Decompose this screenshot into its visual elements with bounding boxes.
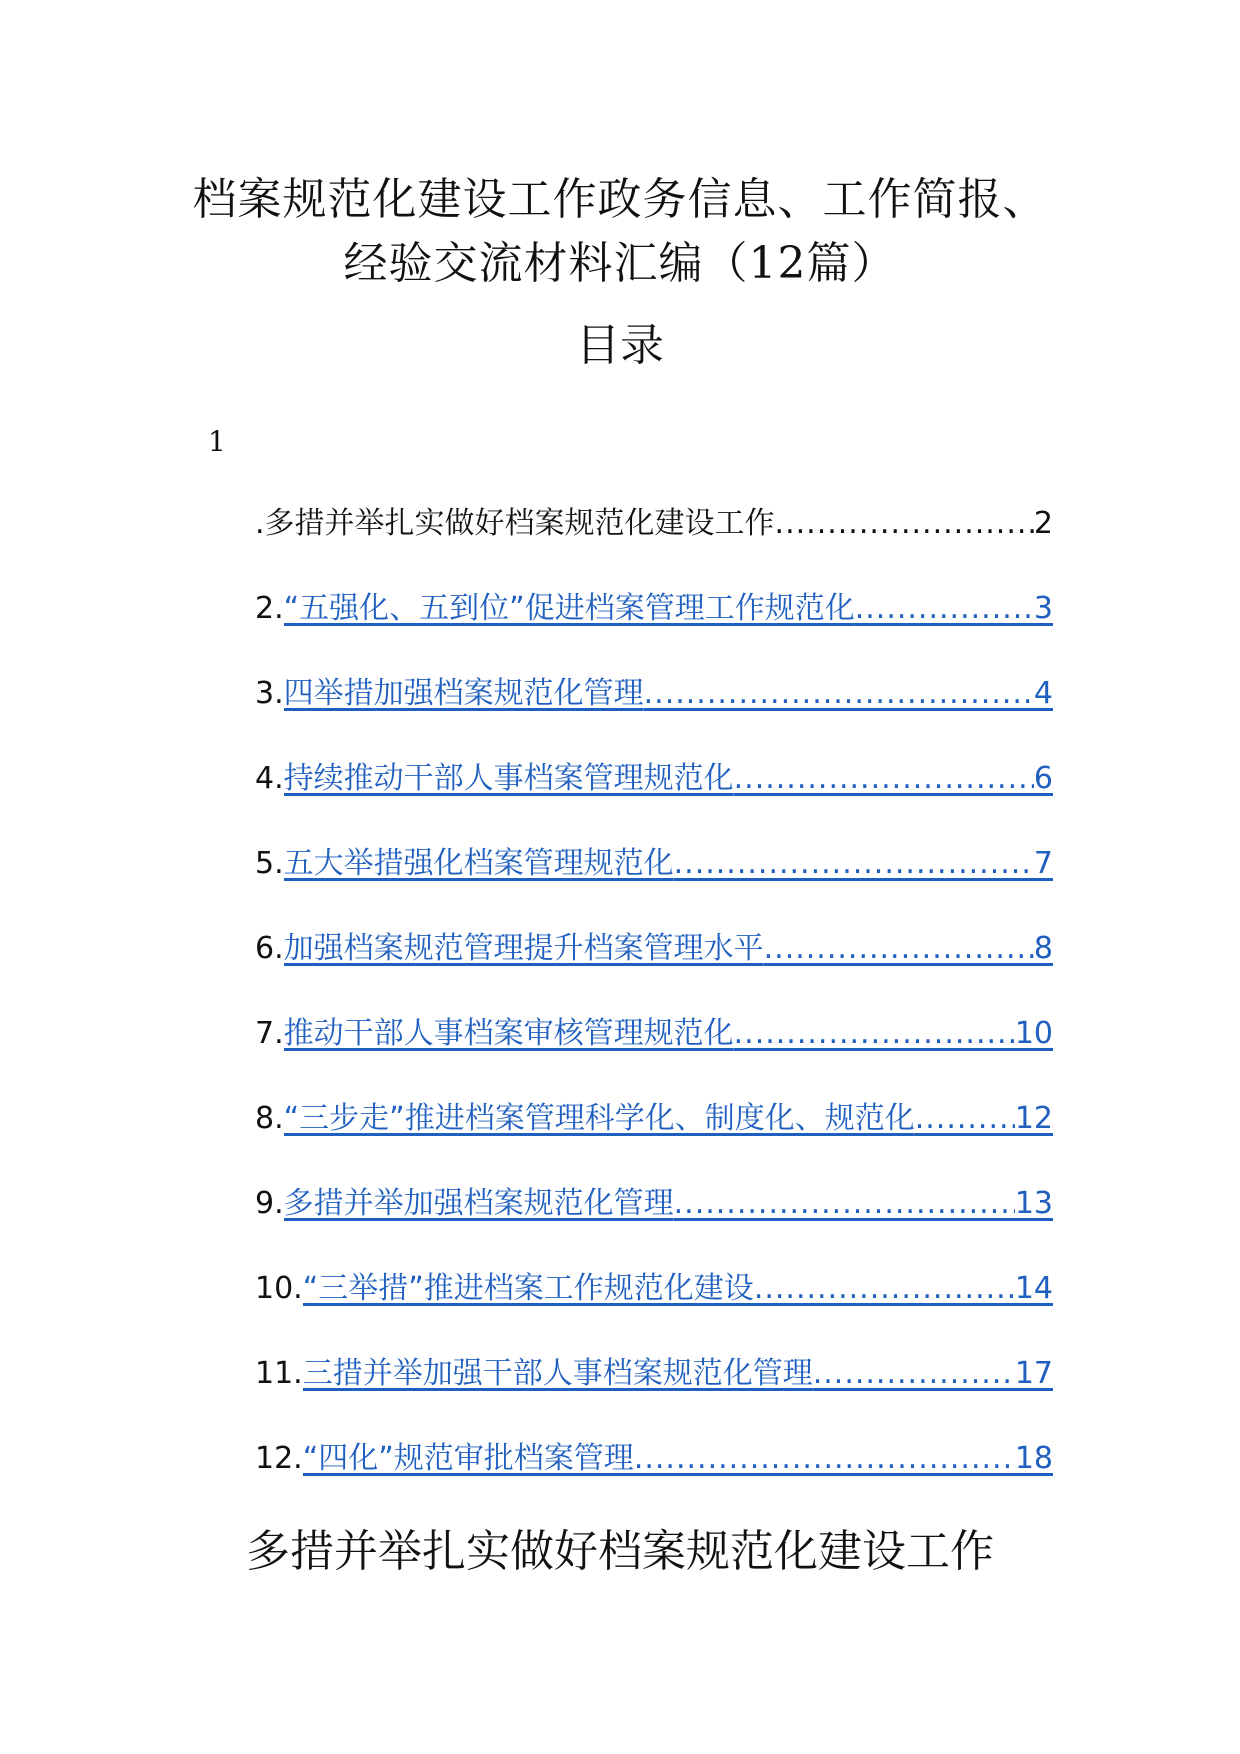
toc-dot-leader [754,1265,1015,1313]
toc-entry-number: 7. [255,1016,284,1051]
toc-dot-leader [813,1350,1015,1398]
toc-entry-page: 17 [1014,1356,1053,1391]
toc-entry-8[interactable] [255,1095,1053,1143]
toc-entry-number: 5. [255,846,284,881]
toc-entry-page: 3 [1033,591,1053,626]
toc-dot-leader [764,925,1034,973]
toc-entry-number: 11. [255,1356,303,1391]
title-line-2-number: 12 [748,238,807,289]
toc-entry-3[interactable] [255,670,1053,718]
toc-dot-leader [734,755,1034,803]
title-line-2-prefix: 经验交流材料汇编（ [343,238,749,289]
toc-entry-title: 加强档案规范管理提升档案管理水平 [283,931,764,966]
toc-entry-number: 6. [255,931,284,966]
toc-entry-link[interactable] [284,1180,1053,1228]
page-marker: 1 [208,425,226,458]
toc-entry-link[interactable] [284,1010,1053,1058]
toc-entry-7[interactable] [255,1010,1053,1058]
toc-entry-number: 12. [255,1441,303,1476]
toc-entry-link[interactable] [284,585,1053,633]
document-title-line-1: 档案规范化建设工作政务信息、工作简报、 [192,174,1048,225]
toc-entry-page: 18 [1014,1441,1053,1476]
toc-entry-page: 7 [1033,846,1053,881]
toc-entry-link[interactable] [303,1265,1053,1313]
toc-entry-title: 四举措加强档案规范化管理 [283,676,644,711]
toc-dot-leader [855,585,1034,633]
toc-dot-leader [674,1180,1015,1228]
title-line-2-suffix: 篇） [806,238,897,289]
toc-heading: 目录 [576,320,664,371]
toc-entry-link[interactable] [284,670,1053,718]
toc-dot-leader [734,1010,1015,1058]
toc-dot-leader [775,500,1034,548]
toc-entry-9[interactable] [255,1180,1053,1228]
toc-entry-number: 4. [255,761,284,796]
toc-entry-link[interactable] [284,755,1053,803]
toc-entry-title: 持续推动干部人事档案管理规范化 [283,761,734,796]
toc-entry-title: “三步走”推进档案管理科学化、制度化、规范化 [283,1101,915,1136]
toc-entry-title: .多措并举扎实做好档案规范化建设工作 [255,506,775,541]
toc-entry-link[interactable] [303,1350,1053,1398]
document-title-line-2 [0,236,1240,292]
toc-entry-5[interactable] [255,840,1053,888]
toc-entry-12[interactable] [255,1435,1053,1483]
toc-entry-link[interactable] [284,1095,1053,1143]
toc-entry-6[interactable] [255,925,1053,973]
toc-entry-number: 2. [255,591,284,626]
toc-entry-page: 10 [1014,1016,1053,1051]
section-title: 多措并举扎实做好档案规范化建设工作 [246,1526,994,1577]
toc-entry-page: 4 [1033,676,1053,711]
toc-entry-page: 8 [1033,931,1053,966]
toc-entry-page: 2 [1033,506,1053,541]
toc-entry-link[interactable] [255,500,1053,548]
toc-entry-title: “四化”规范审批档案管理 [302,1441,634,1476]
toc-entry-page: 13 [1014,1186,1053,1221]
toc-entry-title: 推动干部人事档案审核管理规范化 [283,1016,734,1051]
toc-entry-11[interactable] [255,1350,1053,1398]
toc-dot-leader [644,670,1034,718]
toc-entry-number: 9. [255,1186,284,1221]
toc-entry-10[interactable] [255,1265,1053,1313]
toc-entry-4[interactable] [255,755,1053,803]
toc-entry-link[interactable] [284,925,1053,973]
toc-entry-number: 10. [255,1271,303,1306]
toc-dot-leader [674,840,1034,888]
toc-entry-link[interactable] [303,1435,1053,1483]
toc-entry-number: 3. [255,676,284,711]
toc-entry-title: 五大举措强化档案管理规范化 [283,846,674,881]
toc-dot-leader [915,1095,1015,1143]
toc-dot-leader [634,1435,1015,1483]
toc-entry-1[interactable] [255,500,1053,548]
toc-entry-number: 8. [255,1101,284,1136]
toc-entry-page: 14 [1014,1271,1053,1306]
toc-entry-title: “三举措”推进档案工作规范化建设 [302,1271,754,1306]
toc-entry-link[interactable] [284,840,1053,888]
toc-entry-page: 6 [1033,761,1053,796]
toc-entry-title: “五强化、五到位”促进档案管理工作规范化 [283,591,855,626]
toc-entry-title: 多措并举加强档案规范化管理 [283,1186,674,1221]
toc-entry-title: 三措并举加强干部人事档案规范化管理 [302,1356,813,1391]
toc-entry-2[interactable] [255,585,1053,633]
toc-entry-page: 12 [1014,1101,1053,1136]
